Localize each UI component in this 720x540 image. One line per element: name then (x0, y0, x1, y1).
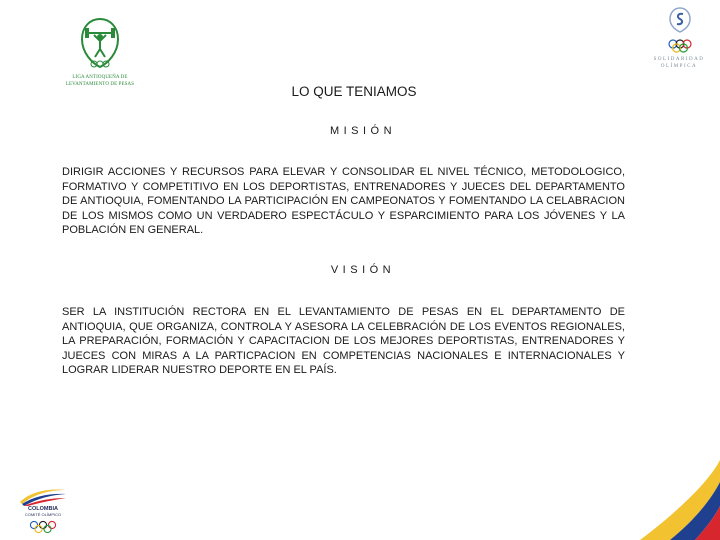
page-title-container (0, 84, 720, 100)
vision-title: VISIÓN (330, 264, 396, 276)
vision-text: SER LA INSTITUCIÓN RECTORA EN EL LEVANTAMIENTO DE PESAS EN EL DEPARTAMENTO DE ANTIOQUIA, QUE ORGANIZA, CONTROLA Y ASESORA LA CELEBRACIÓN DE LOS EVENTOS REGIONALES, LA PREPARACIÓN, FORMACIÓN Y CAPACITACION DE LOS MEJORES DEPORTISTAS, ENTRENADORES Y JUECES CON MIRAS A LA PARTICPACION EN COMPETENCIAS NACIONALES E INTERNACIONALES Y LOGRAR LIDERAR NUESTRO DEPORTE EN EL PAÍS. (62, 306, 625, 377)
logo-caption-line2: OLÍMPICA (660, 64, 698, 69)
page-title: LO QUE TENIAMOS (291, 84, 417, 99)
vision-title-container (0, 263, 720, 277)
olympic-solidarity-emblem-icon (665, 6, 695, 56)
flag-corner-decoration (610, 460, 720, 540)
weightlifter-emblem-icon (80, 17, 120, 73)
mission-title-container (0, 124, 720, 138)
mission-text: DIRIGIR ACCIONES Y RECURSOS PARA ELEVAR Y CONSOLIDAR EL NIVEL TÉCNICO, METODOLOGICO, FORMATIVO Y COMPETITIVO EN LOS DEPORTISTAS, ENTRENADORES Y JUECES DEL DEPARTAMENTO DE ANTIOQUIA, FOMENTANDO LA PARTICIPACIÓN EN CAMPEONATOS Y FOMENTANDO LA CELABRACION DE LOS MISMOS COMO UN VERDADERO ESPECTÁCULO Y ESPARCIMIENTO PARA LOS JÓVENES Y LA POBLACIÓN EN GENERAL. (62, 166, 625, 237)
colombia-olympic-committee-logo (14, 484, 72, 538)
colombia-flag-swoosh-icon (14, 484, 72, 506)
liga-antioquena-logo (60, 15, 140, 95)
logo-caption-line1: LIGA ANTIOQUEÑA DE (72, 75, 128, 80)
logo-caption-line2: LEVANTAMIENTO DE PESAS (65, 82, 135, 87)
logo-caption-line2: COMITÉ OLÍMPICO (24, 512, 62, 517)
logo-caption-line1: SOLIDARIDAD (653, 57, 705, 62)
solidaridad-olimpica-logo (646, 4, 712, 74)
logo-caption-line1: COLOMBIA (28, 506, 58, 512)
olympic-rings-icon (14, 520, 72, 534)
mission-title: MISIÓN (329, 125, 397, 137)
